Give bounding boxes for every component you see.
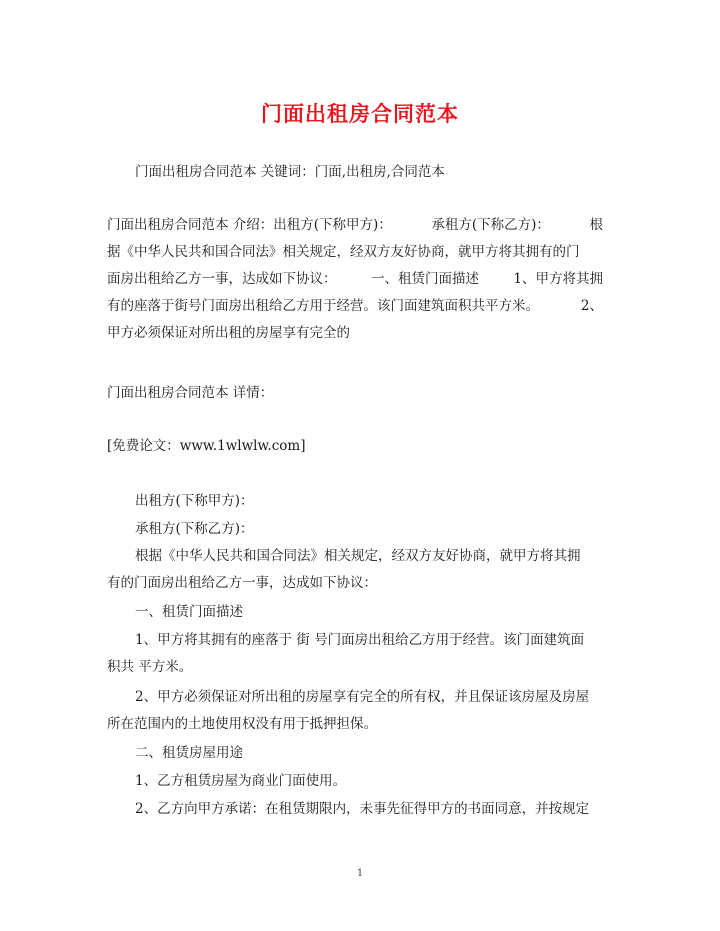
intro-line-3-part-b: 一、租赁门面描述: [370, 271, 479, 287]
agreement-line-1: 根据《中华人民共和国合同法》相关规定，经双方友好协商，就甲方将其拥: [135, 548, 581, 564]
intro-paragraph: [107, 212, 603, 347]
intro-line-3-part-a: 面房出租给乙方一事，达成如下协议：: [107, 271, 337, 287]
intro-line-1-part-c: 根: [589, 217, 603, 233]
item-2-line-1: 2、甲方必须保证对所出租的房屋享有完全的所有权，并且保证该房屋及房屋: [135, 689, 590, 705]
item-2-paragraph: [107, 684, 603, 738]
use-item-2: 2、乙方向甲方承诺：在租赁期限内，未事先征得甲方的书面同意，并按规定: [135, 801, 590, 817]
keywords-line: 门面出租房合同范本 关键词：门面,出租房,合同范本: [135, 164, 445, 180]
intro-line-1-part-b: 承租方(下称乙方)：: [431, 217, 550, 233]
lessor-line: 出租方(下称甲方)：: [135, 493, 254, 509]
intro-line-4: [107, 293, 603, 320]
page-number: 1: [356, 868, 364, 879]
intro-line-1-part-a: 门面出租房合同范本 介绍：出租方(下称甲方)：: [107, 217, 392, 233]
intro-line-1: [107, 212, 603, 239]
intro-line-5: 甲方必须保证对所出租的房屋享有完全的: [107, 325, 350, 341]
agreement-line-2: 有的门面房出租给乙方一事，达成如下协议：: [107, 575, 377, 591]
item-1-line-2: 积共 平方米。: [107, 659, 193, 675]
intro-line-3: [107, 266, 603, 293]
document-title: 门面出租房合同范本: [261, 101, 459, 126]
intro-line-4-part-b: 2、: [580, 298, 603, 314]
section-1-heading: 一、租赁门面描述: [135, 604, 243, 620]
item-1-line-1: 1、甲方将其拥有的座落于 街 号门面房出租给乙方用于经营。该门面建筑面: [135, 632, 585, 648]
item-1-paragraph: [107, 627, 603, 681]
source-note: [免费论文：www.1wlwlw.com]: [107, 438, 306, 454]
intro-line-3-part-c: 1、甲方将其拥: [513, 271, 603, 287]
details-heading: 门面出租房合同范本 详情：: [107, 385, 274, 401]
lessee-line: 承租方(下称乙方)：: [135, 521, 254, 537]
use-item-1: 1、乙方租赁房屋为商业门面使用。: [135, 773, 347, 789]
intro-line-4-part-a: 有的座落于街号门面房出租给乙方用于经营。该门面建筑面积共平方米。: [107, 298, 539, 314]
section-2-heading: 二、租赁房屋用途: [135, 745, 243, 761]
agreement-paragraph: [107, 543, 603, 597]
item-2-line-2: 所在范围内的土地使用权没有用于抵押担保。: [107, 716, 377, 732]
intro-line-2: 据《中华人民共和国合同法》相关规定，经双方友好协商，就甲方将其拥有的门: [107, 244, 580, 260]
